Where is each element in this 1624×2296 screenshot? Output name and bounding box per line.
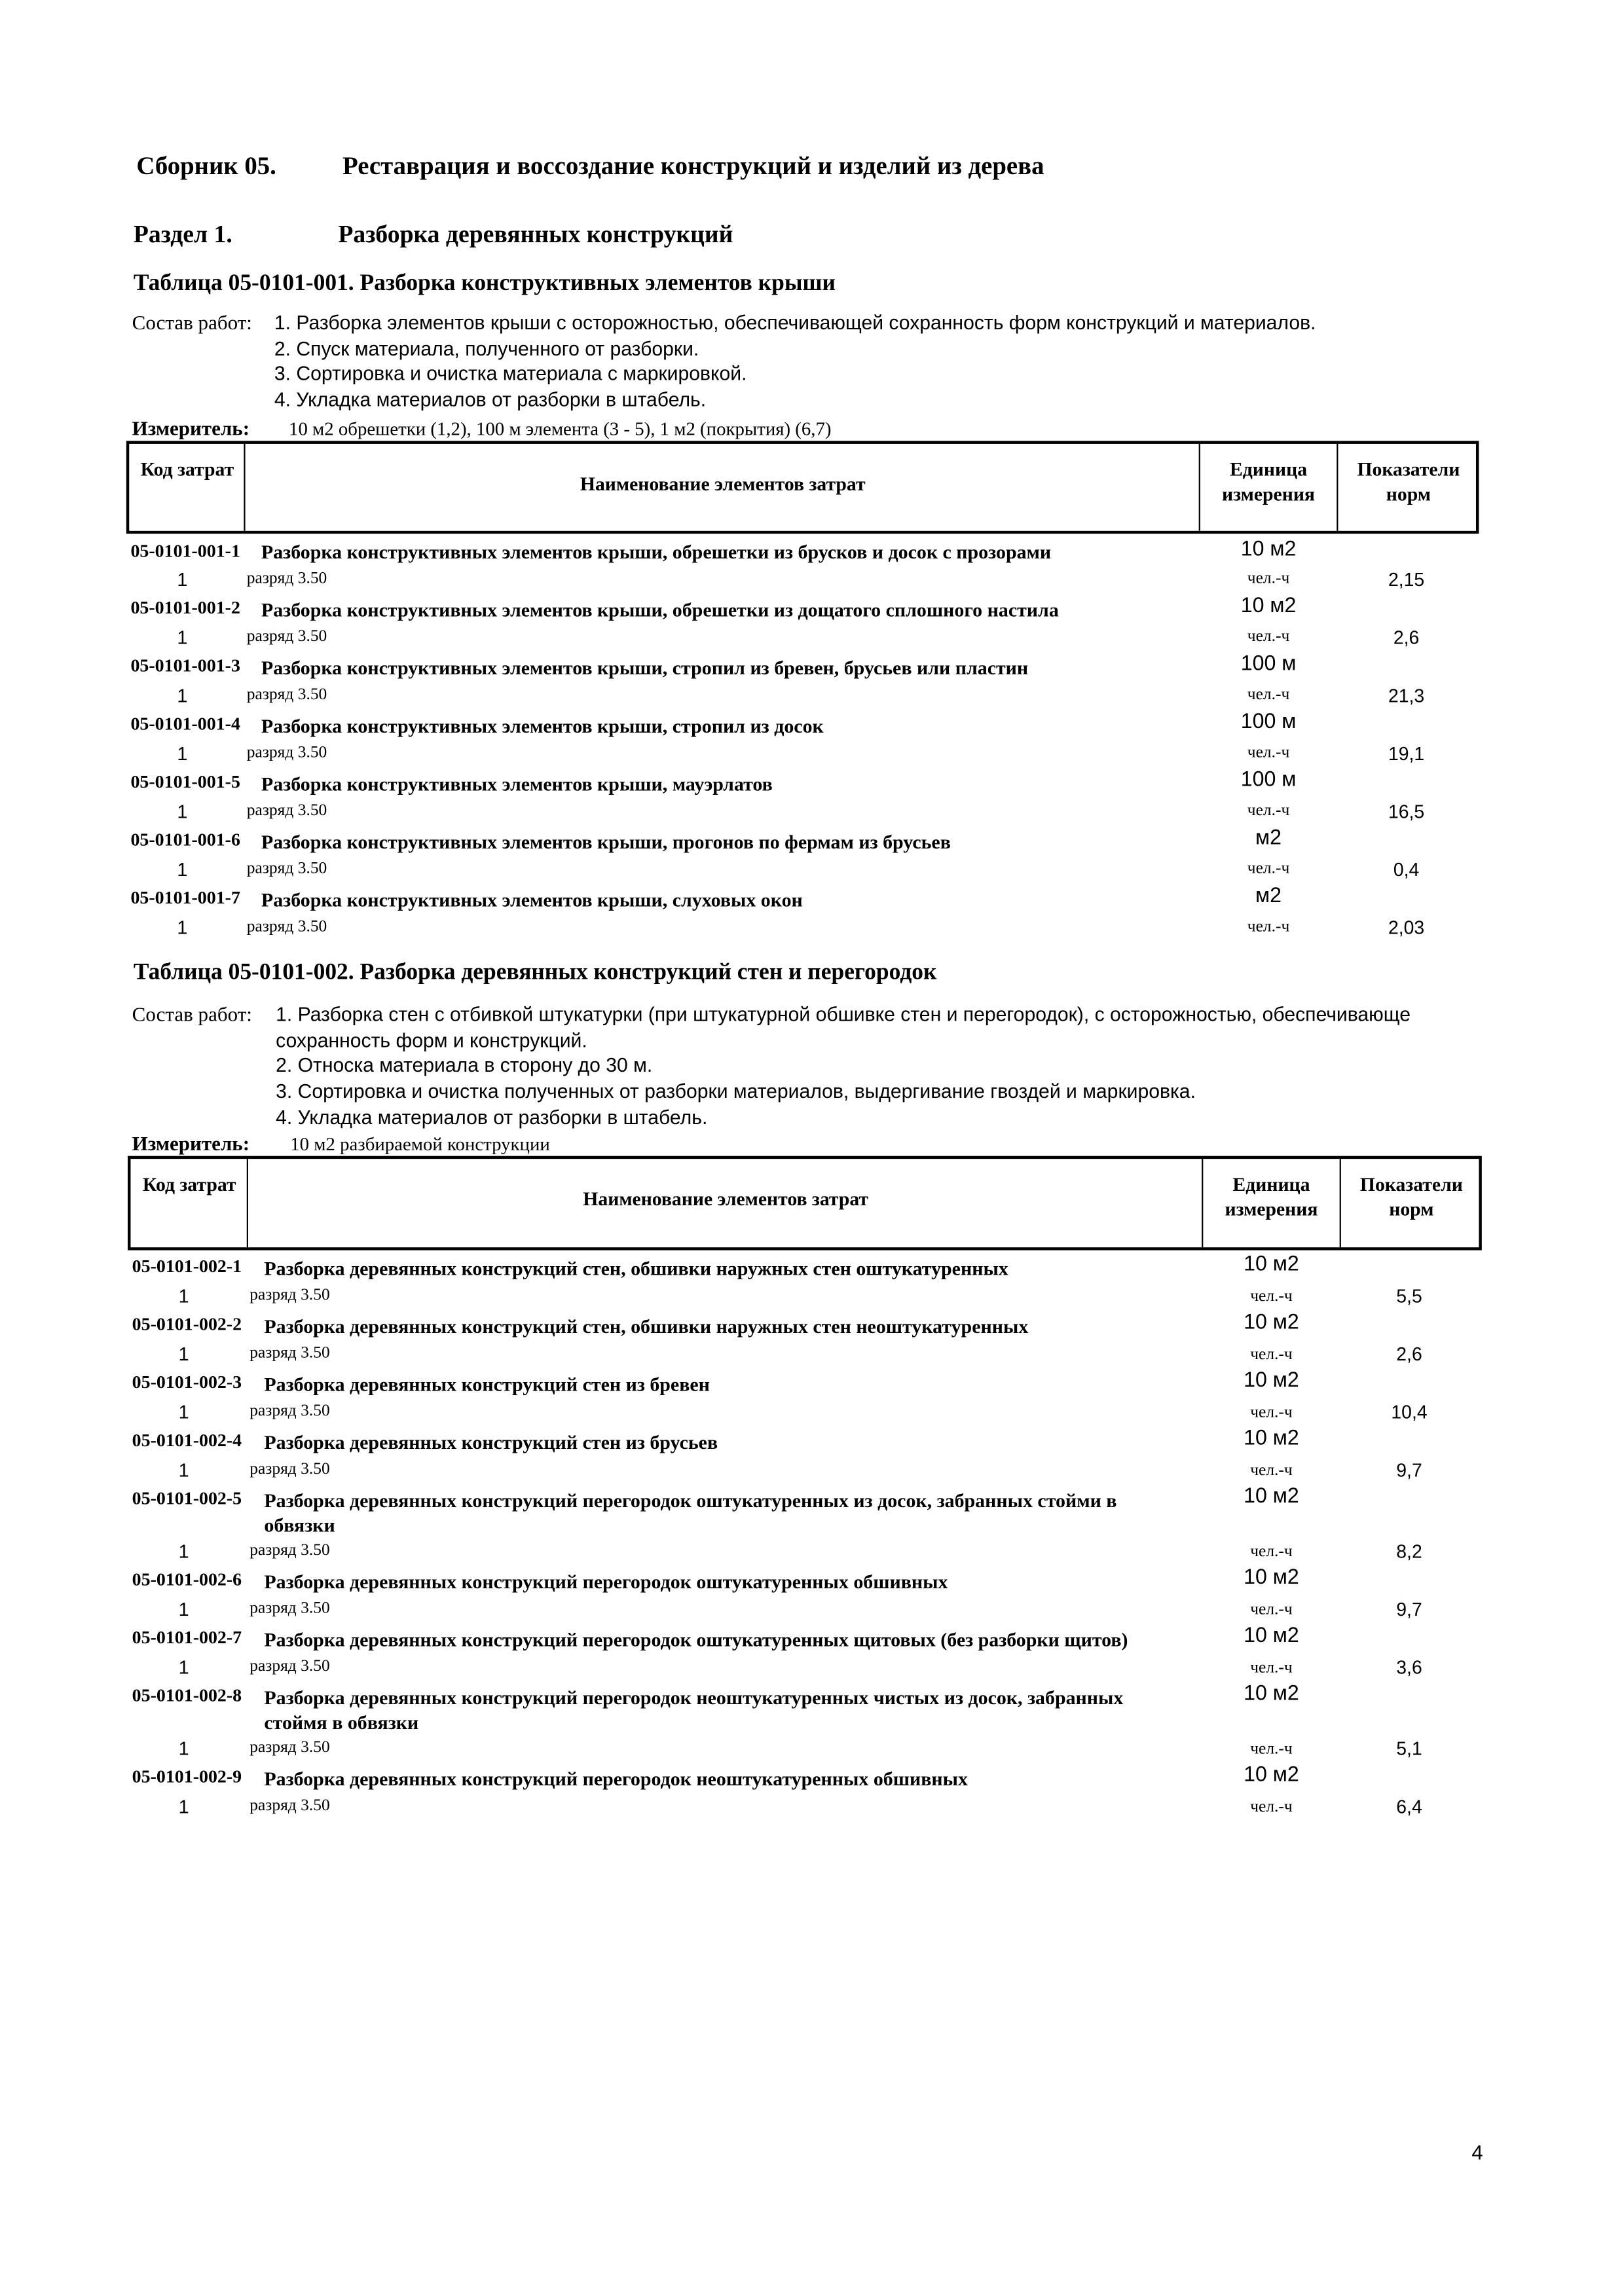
header-unit (1203, 457, 1333, 506)
resource-grade: разряд 3.50 (249, 1658, 330, 1675)
page-number: 4 (1471, 2140, 1483, 2164)
row-name: Разборка конструктивных элементов крыши, мауэрлатов (261, 773, 773, 795)
row-code: 05-0101-001-1 (130, 541, 240, 562)
row-code: 05-0101-001-5 (130, 771, 240, 792)
resource-num: 1 (178, 1540, 189, 1562)
row-name: Разборка деревянных конструкций перегородок оштукатуренных щитовых (без разборки щитов) (264, 1628, 1128, 1651)
resource-grade: разряд 3.50 (246, 744, 327, 762)
resource-grade: разряд 3.50 (249, 1460, 330, 1478)
row-code: 05-0101-002-7 (132, 1627, 242, 1648)
resource-unit: чел.-ч (1247, 685, 1290, 704)
norm-value: 2,15 (1388, 568, 1425, 591)
row-unit: 10 м2 (1244, 1485, 1299, 1509)
resource-unit: чел.-ч (1247, 802, 1290, 820)
norm-value: 21,3 (1388, 684, 1425, 706)
norm-value: 9,7 (1396, 1598, 1422, 1620)
header-unit-line: измерения (1225, 1197, 1318, 1220)
column-divider (1202, 1159, 1203, 1247)
resource-unit: чел.-ч (1250, 1288, 1293, 1305)
row-name (264, 1685, 1123, 1734)
resource-grade: разряд 3.50 (249, 1541, 330, 1559)
row-name: Разборка деревянных конструкций стен, обшивки наружных стен оштукатуренных (264, 1257, 1008, 1279)
row-unit: 10 м2 (1240, 594, 1297, 618)
norm-value: 5,1 (1396, 1738, 1422, 1760)
row-unit: 10 м2 (1244, 1369, 1299, 1393)
table-1-work-list (274, 310, 1316, 413)
collection-label: Сборник 05. (136, 151, 276, 180)
work-step: 2. Относка материала в сторону до 30 м. (276, 1055, 653, 1077)
collection-title: Реставрация и воссоздание конструкций и изделий из дерева (342, 151, 1044, 180)
row-unit: 10 м2 (1244, 1682, 1299, 1706)
row-code: 05-0101-002-3 (132, 1372, 242, 1393)
header-code: Код затрат (140, 458, 234, 481)
row-unit: 10 м2 (1240, 538, 1297, 562)
table-2-work-label: Состав работ: (132, 1005, 252, 1027)
table-1-header (126, 441, 1479, 534)
row-code: 05-0101-001-4 (130, 713, 240, 734)
work-step: 4. Укладка материалов от разборки в штабель. (276, 1106, 708, 1129)
column-divider (1199, 444, 1200, 531)
norm-value: 2,6 (1396, 1343, 1422, 1365)
table-1-measure-label: Измеритель: (132, 419, 250, 441)
norm-value: 5,5 (1396, 1285, 1422, 1307)
header-name: Наименование элементов затрат (580, 473, 866, 495)
header-norm-line: норм (1386, 483, 1431, 505)
row-unit: 10 м2 (1244, 1566, 1299, 1590)
norm-value: 10,4 (1391, 1401, 1428, 1423)
row-unit: 10 м2 (1244, 1311, 1299, 1335)
work-step: сохранность форм и конструкций. (276, 1029, 587, 1051)
norm-value: 3,6 (1396, 1656, 1422, 1679)
table-2-measure-value: 10 м2 разбираемой конструкции (290, 1133, 550, 1155)
work-step: 1. Разборка элементов крыши с осторожностью, обеспечивающей сохранность форм конструкций и материалов. (274, 312, 1316, 334)
resource-num: 1 (177, 858, 188, 881)
row-code: 05-0101-001-6 (130, 829, 240, 850)
resource-unit: чел.-ч (1250, 1798, 1293, 1816)
resource-unit: чел.-ч (1250, 1543, 1293, 1561)
table-2-title: Таблица 05-0101-002. Разборка деревянных конструкций стен и перегородок (133, 960, 937, 985)
row-unit: 10 м2 (1244, 1427, 1299, 1451)
row-name-line: обвязки (264, 1514, 335, 1537)
row-unit: 10 м2 (1244, 1624, 1299, 1648)
header-norm-line: норм (1389, 1197, 1434, 1220)
row-unit: м2 (1255, 826, 1282, 850)
resource-num: 1 (177, 742, 188, 765)
table-2-measure-label: Измеритель: (132, 1134, 250, 1156)
row-code: 05-0101-002-6 (132, 1569, 242, 1590)
header-norm (1344, 1172, 1479, 1221)
row-name: Разборка конструктивных элементов крыши, стропил из бревен, брусьев или пластин (261, 657, 1029, 679)
norm-value: 16,5 (1388, 800, 1425, 823)
resource-num: 1 (177, 800, 188, 823)
row-name: Разборка деревянных конструкций перегородок оштукатуренных обшивных (264, 1571, 948, 1593)
row-name: Разборка конструктивных элементов крыши, прогонов по фермам из брусьев (261, 831, 951, 853)
row-code: 05-0101-001-2 (130, 597, 240, 618)
resource-unit: чел.-ч (1247, 918, 1290, 936)
resource-grade: разряд 3.50 (249, 1344, 330, 1362)
norm-value: 0,4 (1393, 858, 1420, 881)
column-divider (247, 1159, 248, 1247)
resource-grade: разряд 3.50 (246, 860, 327, 878)
header-unit-line: измерения (1222, 483, 1316, 505)
resource-unit: чел.-ч (1250, 1740, 1293, 1758)
row-name: Разборка деревянных конструкций стен, обшивки наружных стен неоштукатуренных (264, 1315, 1029, 1338)
resource-num: 1 (178, 1285, 189, 1307)
resource-num: 1 (177, 684, 188, 706)
resource-grade: разряд 3.50 (249, 1739, 330, 1757)
row-name: Разборка деревянных конструкций стен из брусьев (264, 1431, 718, 1453)
header-code: Код затрат (142, 1173, 236, 1195)
row-unit: 100 м (1240, 652, 1297, 676)
norm-value: 2,03 (1388, 917, 1425, 939)
resource-num: 1 (178, 1401, 189, 1423)
resource-unit: чел.-ч (1247, 570, 1290, 588)
row-code: 05-0101-002-4 (132, 1430, 242, 1451)
header-norm-line: Показатели (1359, 1173, 1463, 1195)
resource-grade: разряд 3.50 (249, 1286, 330, 1304)
resource-grade: разряд 3.50 (246, 802, 327, 820)
section-label: Раздел 1. (133, 220, 232, 248)
work-step: 3. Сортировка и очистка материала с маркировкой. (274, 363, 747, 385)
resource-num: 1 (178, 1598, 189, 1620)
norm-value: 19,1 (1388, 742, 1425, 765)
resource-grade: разряд 3.50 (246, 628, 327, 646)
resource-unit: чел.-ч (1247, 860, 1290, 878)
table-1-measure-value: 10 м2 обрешетки (1,2), 100 м элемента (3 - 5), 1 м2 (покрытия) (6,7) (289, 418, 832, 440)
row-code: 05-0101-002-8 (132, 1685, 242, 1706)
resource-grade: разряд 3.50 (249, 1599, 330, 1618)
row-name: Разборка конструктивных элементов крыши, обрешетки из дощатого сплошного настила (261, 598, 1059, 621)
header-norm (1341, 457, 1476, 506)
row-code: 05-0101-002-2 (132, 1314, 242, 1335)
resource-num: 1 (177, 627, 188, 649)
resource-num: 1 (177, 568, 188, 591)
row-unit: 10 м2 (1244, 1763, 1299, 1787)
resource-grade: разряд 3.50 (249, 1796, 330, 1815)
resource-num: 1 (177, 917, 188, 939)
header-norm-line: Показатели (1357, 458, 1460, 481)
work-step: 3. Сортировка и очистка полученных от разборки материалов, выдергивание гвоздей и маркировка. (276, 1080, 1196, 1102)
row-name: Разборка деревянных конструкций перегородок неоштукатуренных обшивных (264, 1768, 968, 1790)
resource-grade: разряд 3.50 (246, 570, 327, 588)
row-unit: 100 м (1240, 769, 1297, 792)
header-name: Наименование элементов затрат (583, 1188, 869, 1210)
row-code: 05-0101-001-7 (130, 887, 240, 908)
row-code: 05-0101-002-1 (132, 1256, 242, 1277)
resource-unit: чел.-ч (1250, 1601, 1293, 1619)
column-divider (244, 444, 245, 531)
resource-num: 1 (178, 1795, 189, 1817)
table-2-header (128, 1156, 1482, 1250)
row-name (264, 1488, 1116, 1537)
norm-value: 6,4 (1396, 1795, 1422, 1817)
resource-grade: разряд 3.50 (246, 918, 327, 936)
resource-num: 1 (178, 1738, 189, 1760)
resource-grade: разряд 3.50 (246, 685, 327, 704)
row-name-line: стоймя в обвязки (264, 1711, 419, 1734)
work-step: 2. Спуск материала, полученного от разборки. (274, 337, 699, 359)
row-code: 05-0101-001-3 (130, 655, 240, 676)
resource-unit: чел.-ч (1247, 744, 1290, 762)
header-unit-line: Единица (1230, 458, 1308, 481)
table-1-title: Таблица 05-0101-001. Разборка конструктивных элементов крыши (133, 271, 836, 296)
resource-unit: чел.-ч (1250, 1404, 1293, 1422)
resource-grade: разряд 3.50 (249, 1402, 330, 1420)
norm-value: 8,2 (1396, 1540, 1422, 1562)
row-name-line: Разборка деревянных конструкций перегородок неоштукатуренных чистых из досок, забранных (264, 1686, 1124, 1709)
resource-unit: чел.-ч (1250, 1659, 1293, 1677)
row-code: 05-0101-002-9 (132, 1766, 242, 1787)
table-2-work-list (276, 1002, 1475, 1131)
row-name: Разборка конструктивных элементов крыши, стропил из досок (261, 715, 824, 737)
row-name: Разборка конструктивных элементов крыши, слуховых окон (261, 889, 803, 911)
row-name: Разборка деревянных конструкций стен из бревен (264, 1373, 710, 1396)
row-unit: 10 м2 (1244, 1253, 1299, 1277)
norm-value: 2,6 (1393, 627, 1420, 649)
resource-unit: чел.-ч (1247, 628, 1290, 646)
resource-num: 1 (178, 1343, 189, 1365)
row-code: 05-0101-002-5 (132, 1488, 242, 1509)
resource-unit: чел.-ч (1250, 1462, 1293, 1480)
header-unit-line: Единица (1232, 1173, 1310, 1195)
work-step: 4. Укладка материалов от разборки в штабель. (274, 388, 707, 411)
column-divider (1337, 444, 1338, 531)
row-unit: м2 (1255, 884, 1282, 908)
resource-unit: чел.-ч (1250, 1345, 1293, 1364)
row-name: Разборка конструктивных элементов крыши, обрешетки из брусков и досок с прозорами (261, 541, 1052, 563)
norm-value: 9,7 (1396, 1459, 1422, 1481)
row-unit: 100 м (1240, 710, 1297, 734)
resource-num: 1 (178, 1459, 189, 1481)
row-name-line: Разборка деревянных конструкций перегородок оштукатуренных из досок, забранных стойми в (264, 1489, 1117, 1512)
column-divider (1340, 1159, 1341, 1247)
resource-num: 1 (178, 1656, 189, 1679)
header-unit (1206, 1172, 1337, 1221)
work-step: 1. Разборка стен с отбивкой штукатурки (при штукатурной обшивке стен и перегородок), с осторожностью, обеспечивающе (276, 1004, 1411, 1026)
section-title: Разборка деревянных конструкций (338, 220, 733, 248)
table-1-work-label: Состав работ: (132, 313, 252, 335)
